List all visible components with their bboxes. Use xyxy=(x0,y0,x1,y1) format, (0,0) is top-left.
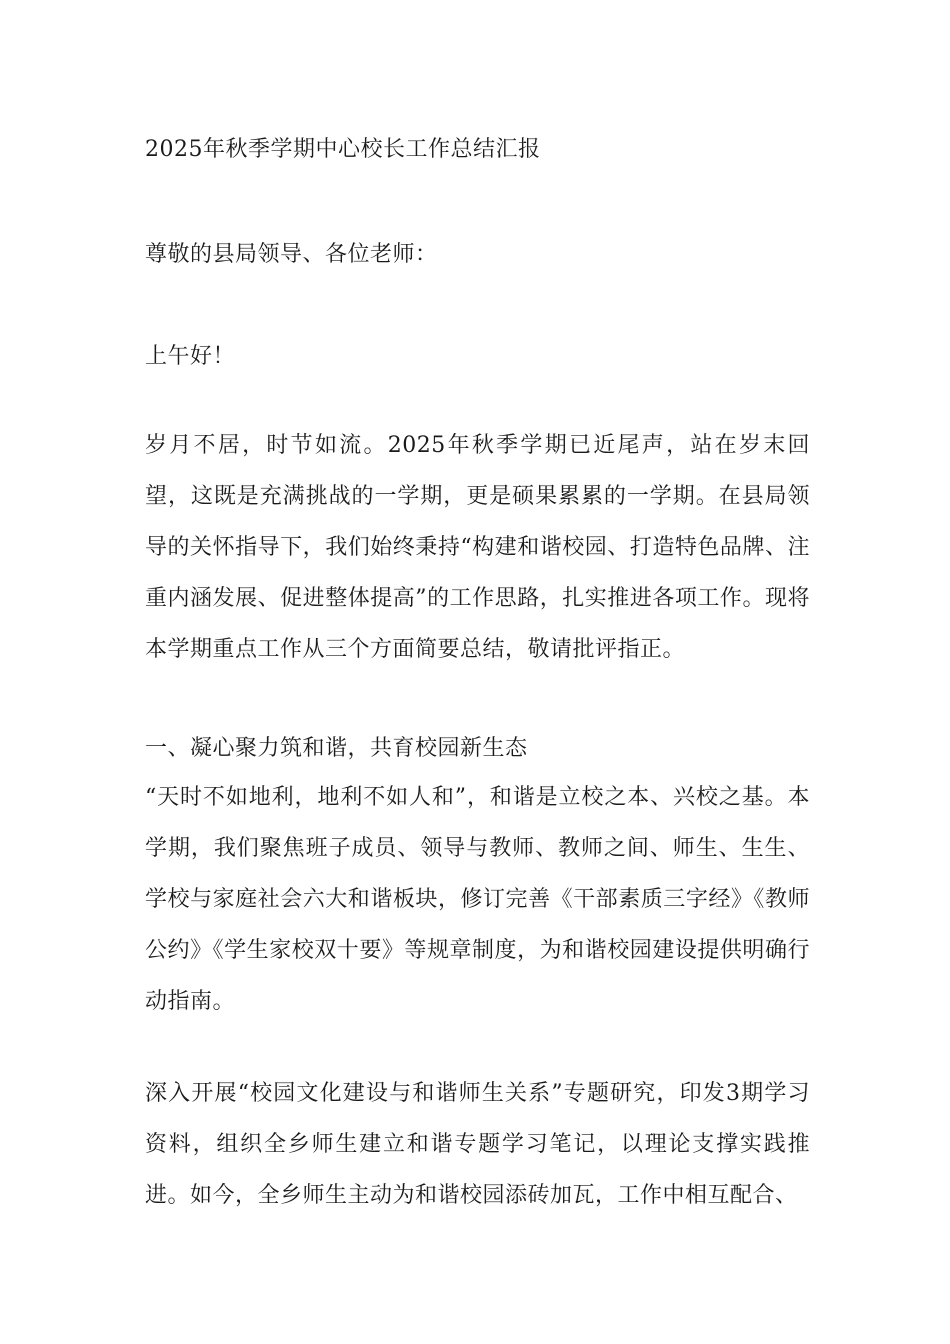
body-paragraph: 深入开展“校园文化建设与和谐师生关系”专题研究，印发3期学习资料，组织全乡师生建立和谐专题学习笔记，以理论支撑实践推进。如今，全乡师生主动为和谐校园添砖加瓦，工作中相互配合、 xyxy=(145,1081,810,1208)
section-heading: 一、凝心聚力筑和谐，共育校园新生态 xyxy=(145,736,528,761)
document-title: 2025年秋季学期中心校长工作总结汇报 xyxy=(145,137,541,162)
salutation: 尊敬的县局领导、各位老师： xyxy=(145,242,438,267)
intro-paragraph: 岁月不居，时节如流。2025年秋季学期已近尾声，站在岁末回望，这既是充满挑战的一学期，更是硕果累累的一学期。在县局领导的关怀指导下，我们始终秉持“构建和谐校园、打造特色品牌、注重内涵发展、促进整体提高”的工作思路，扎实推进各项工作。现将本学期重点工作从三个方面简要总结，敬请批评指正。 xyxy=(145,433,810,662)
body-paragraph: “天时不如地利，地利不如人和”，和谐是立校之本、兴校之基。本学期，我们聚焦班子成员、领导与教师、教师之间、师生、生生、学校与家庭社会六大和谐板块，修订完善《干部素质三字经》《教师公约》《学生家校双十要》等规章制度，为和谐校园建设提供明确行动指南。 xyxy=(145,785,810,1014)
greeting: 上午好！ xyxy=(145,344,236,369)
